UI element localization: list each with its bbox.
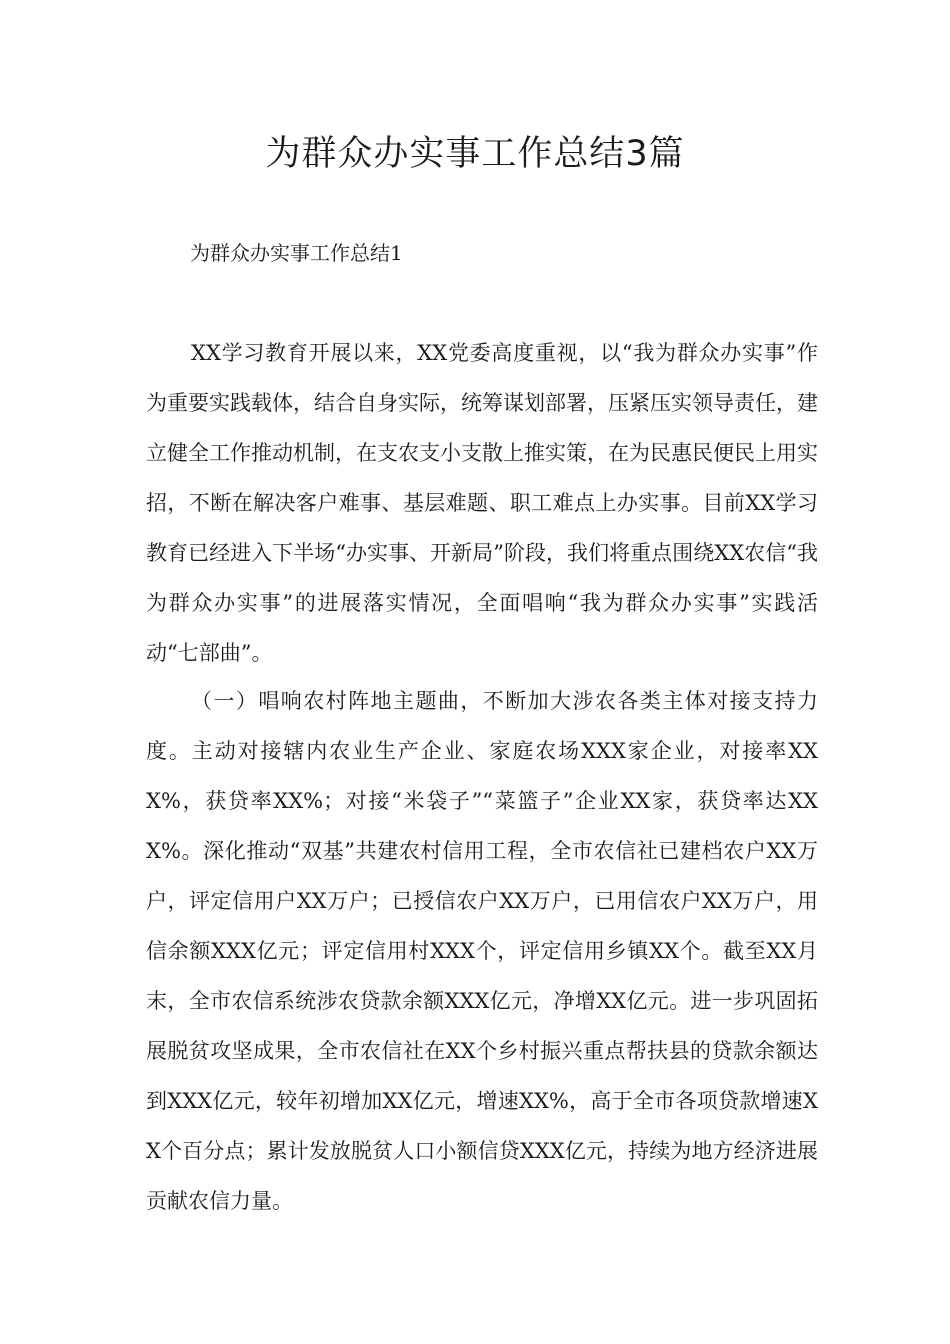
document-title: 为群众办实事工作总结3篇	[265, 134, 685, 174]
body-paragraph: XX学习教育开展以来，XX党委高度重视，以“我为群众办实事”作为重要实践载体，结合自身实际，统筹谋划部署，压紧压实领导责任，建立健全工作推动机制，在支农支小支散上推实策，在为民惠民便民上用实招，不断在解决客户难事、基层难题、职工难点上办实事。目前XX学习教育已经进入下半场“办实事、开新局”阶段，我们将重点围绕XX农信“我为群众办实事”的进展落实情况，全面唱响“我为群众办实事”实践活动“七部曲”。	[146, 341, 818, 665]
section-heading: 为群众办实事工作总结1	[190, 241, 403, 265]
body-paragraph: （一）唱响农村阵地主题曲，不断加大涉农各类主体对接支持力度。主动对接辖内农业生产企业、家庭农场XXX家企业，对接率XXX%，获贷率XX%；对接“米袋子”“菜篮子”企业XX家，获贷率达XXX%。深化推动“双基”共建农村信用工程，全市农信社已建档农户XX万户，评定信用户XX万户；已授信农户XX万户，已用信农户XX万户，用信余额XXX亿元；评定信用村XXX个，评定信用乡镇XX个。截至XX月末，全市农信系统涉农贷款余额XXX亿元，净增XX亿元。进一步巩固拓展脱贫攻坚成果，全市农信社在XX个乡村振兴重点帮扶县的贷款余额达到XXX亿元，较年初增加XX亿元，增速XX%，高于全市各项贷款增速XX个百分点；累计发放脱贫人口小额信贷XXX亿元，持续为地方经济进展贡献农信力量。	[146, 689, 818, 1213]
